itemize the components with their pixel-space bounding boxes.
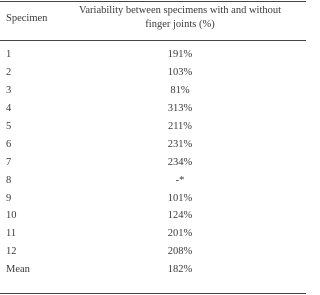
header-variability-line2: finger joints (%) [145, 19, 215, 30]
specimen-cell: 12 [6, 246, 17, 258]
specimen-cell: 3 [6, 84, 12, 96]
header-specimen: Specimen [6, 13, 48, 24]
variability-cell: 81% [170, 84, 190, 96]
specimen-cell: 9 [6, 192, 12, 204]
table-row [0, 207, 306, 225]
variability-cell: 201% [167, 228, 193, 240]
table-row [0, 225, 306, 243]
table-top-rule [0, 1, 306, 2]
table-row [0, 64, 306, 82]
header-rule [0, 40, 306, 41]
table-row [0, 46, 306, 64]
specimen-cell: 2 [6, 66, 12, 78]
specimen-cell: 8 [6, 174, 12, 186]
table-row [0, 100, 306, 118]
table-row [0, 154, 306, 172]
variability-cell: 124% [167, 210, 193, 222]
table-row [0, 243, 306, 261]
variability-cell: 211% [167, 120, 193, 132]
variability-cell: 231% [167, 138, 193, 150]
specimen-cell: 4 [6, 102, 12, 114]
variability-cell: -* [175, 174, 185, 186]
variability-cell: 313% [167, 102, 193, 114]
variability-cell: 103% [167, 66, 193, 78]
specimen-cell: 11 [6, 228, 17, 240]
table-body [0, 46, 306, 279]
table-row [0, 172, 306, 190]
variability-cell: 208% [167, 246, 193, 258]
variability-cell: 101% [167, 192, 193, 204]
specimen-cell: 5 [6, 120, 12, 132]
variability-cell: 234% [167, 156, 193, 168]
header-variability [60, 4, 300, 32]
table-row [0, 118, 306, 136]
table-row-mean [0, 261, 306, 279]
header-variability-line1: Variability between specimens with and without [78, 5, 282, 16]
table-row [0, 136, 306, 154]
specimen-cell: 6 [6, 138, 12, 150]
table-bottom-rule [0, 293, 306, 294]
variability-cell: 191% [167, 49, 193, 60]
mean-value-cell: 182% [167, 264, 193, 276]
table-row [0, 82, 306, 100]
table-row [0, 190, 306, 208]
mean-label-cell: Mean [6, 264, 30, 276]
specimen-cell: 10 [6, 210, 17, 222]
specimen-cell: 7 [6, 156, 12, 168]
specimen-cell: 1 [6, 49, 12, 60]
